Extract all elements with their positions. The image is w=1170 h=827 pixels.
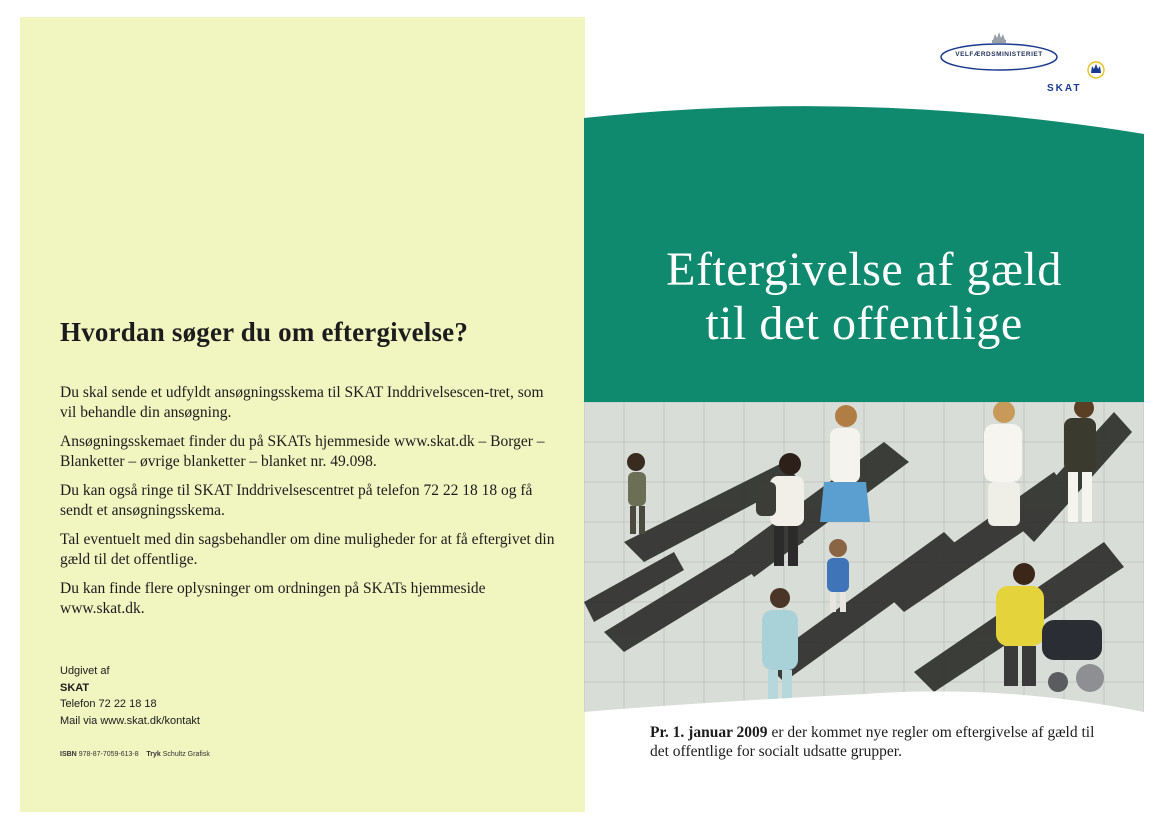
isbn-label: ISBN	[60, 751, 77, 758]
body-paragraph: Ansøgningsskemaet finder du på SKATs hjemmeside www.skat.dk – Borger – Blanketter – øvrige blanketter – blanket nr. 49.098.	[60, 433, 545, 470]
print-value: Schultz Grafisk	[162, 751, 210, 758]
cover-title-line-2: til det offentlige	[705, 297, 1023, 350]
cover-title	[584, 243, 1144, 351]
ministry-logo-graphic	[935, 30, 1125, 100]
body-paragraph: Du kan finde flere oplysninger om ordningen på SKATs hjemmeside www.skat.dk.	[60, 580, 486, 617]
intro-rest: er der kommet nye regler om eftergivelse af gæld til det offentlige for socialt udsatte grupper.	[650, 724, 1095, 760]
publisher-mail: Mail via www.skat.dk/kontakt	[60, 714, 200, 727]
body-paragraph: Tal eventuelt med din sagsbehandler om dine muligheder for at få eftergivet din gæld til det offentlige.	[60, 531, 555, 568]
back-cover-body	[60, 383, 560, 628]
intro-date: Pr. 1. januar 2009	[650, 724, 768, 741]
publisher-phone: Telefon 72 22 18 18	[60, 698, 157, 710]
skat-crown-icon	[1088, 62, 1104, 78]
body-paragraph: Du skal sende et udfyldt ansøgningsskema til SKAT Inddrivelsescen-tret, som vil behandle din ansøgning.	[60, 384, 544, 421]
isbn-line	[60, 751, 360, 758]
publisher-name: SKAT	[60, 681, 90, 694]
back-cover-panel	[20, 17, 585, 812]
published-by-label: Udgivet af	[60, 665, 110, 677]
colophon	[60, 663, 360, 729]
crown-icon	[992, 32, 1006, 43]
print-label: Tryk	[146, 751, 161, 758]
back-cover-heading: Hvordan søger du om eftergivelse?	[60, 317, 469, 347]
cover-intro	[650, 723, 1110, 761]
skat-logo-text: SKAT	[1047, 83, 1082, 94]
cover-photo	[584, 402, 1144, 712]
body-paragraph: Du kan også ringe til SKAT Inddrivelsescentret på telefon 72 22 18 18 og få sendt et ansøgningsskema.	[60, 482, 533, 519]
isbn-value: 978-87-7059-613-8	[78, 751, 139, 758]
cover-title-line-1: Eftergivelse af gæld	[666, 243, 1062, 296]
logo-area	[935, 30, 1125, 100]
ministry-name: VELFÆRDSMINISTERIET	[955, 51, 1043, 58]
